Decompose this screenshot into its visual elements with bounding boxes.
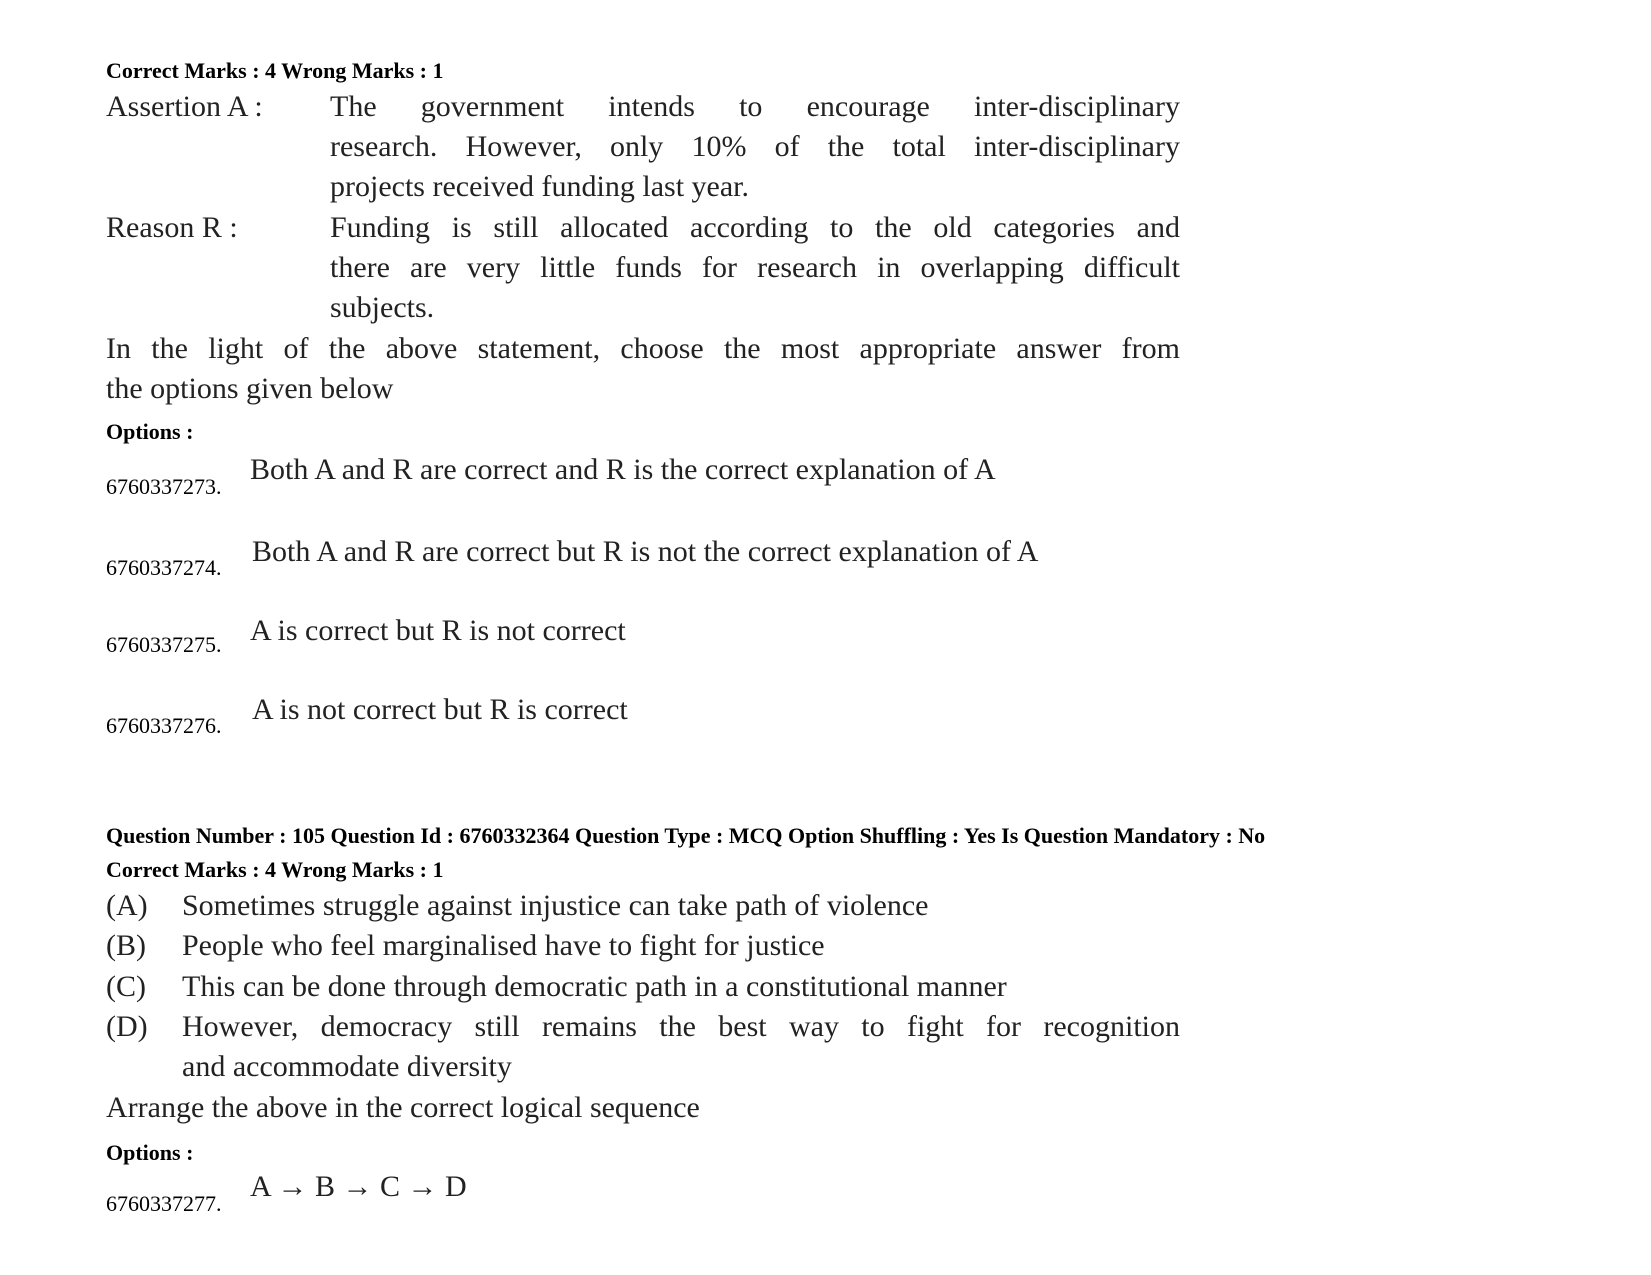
reason-line-3: subjects. — [330, 291, 435, 324]
statement-d-text-line-2: and accommodate diversity — [182, 1050, 512, 1083]
q105-options-label: Options : — [106, 1140, 194, 1165]
statement-b-letter: (B) — [106, 929, 146, 962]
assertion-line-1: The government intends to encourage inter-disciplinary — [330, 90, 1180, 123]
statement-b-text: People who feel marginalised have to fight for justice — [182, 929, 825, 962]
instruction-line-2: the options given below — [106, 372, 394, 405]
reason-line-1: Funding is still allocated according to the old categories and — [330, 211, 1180, 244]
instruction-line-1: In the light of the above statement, choose the most appropriate answer from — [106, 332, 1180, 365]
statement-a-letter: (A) — [106, 889, 148, 922]
q105-instruction: Arrange the above in the correct logical sequence — [106, 1091, 700, 1124]
assertion-line-3: projects received funding last year. — [330, 170, 750, 203]
statement-a-text: Sometimes struggle against injustice can take path of violence — [182, 889, 929, 922]
assertion-label: Assertion A : — [106, 90, 263, 123]
option-text: Both A and R are correct and R is the correct explanation of A — [250, 453, 996, 486]
statement-d-text-line-1: However, democracy still remains the best way to fight for recognition — [182, 1010, 1180, 1043]
option-text: A is not correct but R is correct — [252, 693, 628, 726]
reason-label: Reason R : — [106, 211, 238, 244]
q104-marks: Correct Marks : 4 Wrong Marks : 1 — [106, 58, 444, 83]
statement-d-letter: (D) — [106, 1010, 148, 1043]
option-id: 6760337276. — [106, 713, 222, 738]
option-text: Both A and R are correct but R is not the correct explanation of A — [252, 535, 1039, 568]
option-id: 6760337275. — [106, 632, 222, 657]
option-text: A → B → C → D — [250, 1170, 467, 1203]
statement-c-letter: (C) — [106, 970, 146, 1003]
q105-header: Question Number : 105 Question Id : 6760332364 Question Type : MCQ Option Shuffling : Yes Is Question Mandatory : No — [106, 823, 1266, 848]
assertion-line-2: research. However, only 10% of the total inter-disciplinary — [330, 130, 1180, 163]
q105-marks: Correct Marks : 4 Wrong Marks : 1 — [106, 857, 444, 882]
option-id: 6760337274. — [106, 555, 222, 580]
reason-line-2: there are very little funds for research in overlapping difficult — [330, 251, 1180, 284]
option-id: 6760337277. — [106, 1191, 222, 1216]
option-text: A is correct but R is not correct — [250, 614, 626, 647]
statement-c-text: This can be done through democratic path in a constitutional manner — [182, 970, 1007, 1003]
q104-options-label: Options : — [106, 419, 194, 444]
option-id: 6760337273. — [106, 474, 222, 499]
